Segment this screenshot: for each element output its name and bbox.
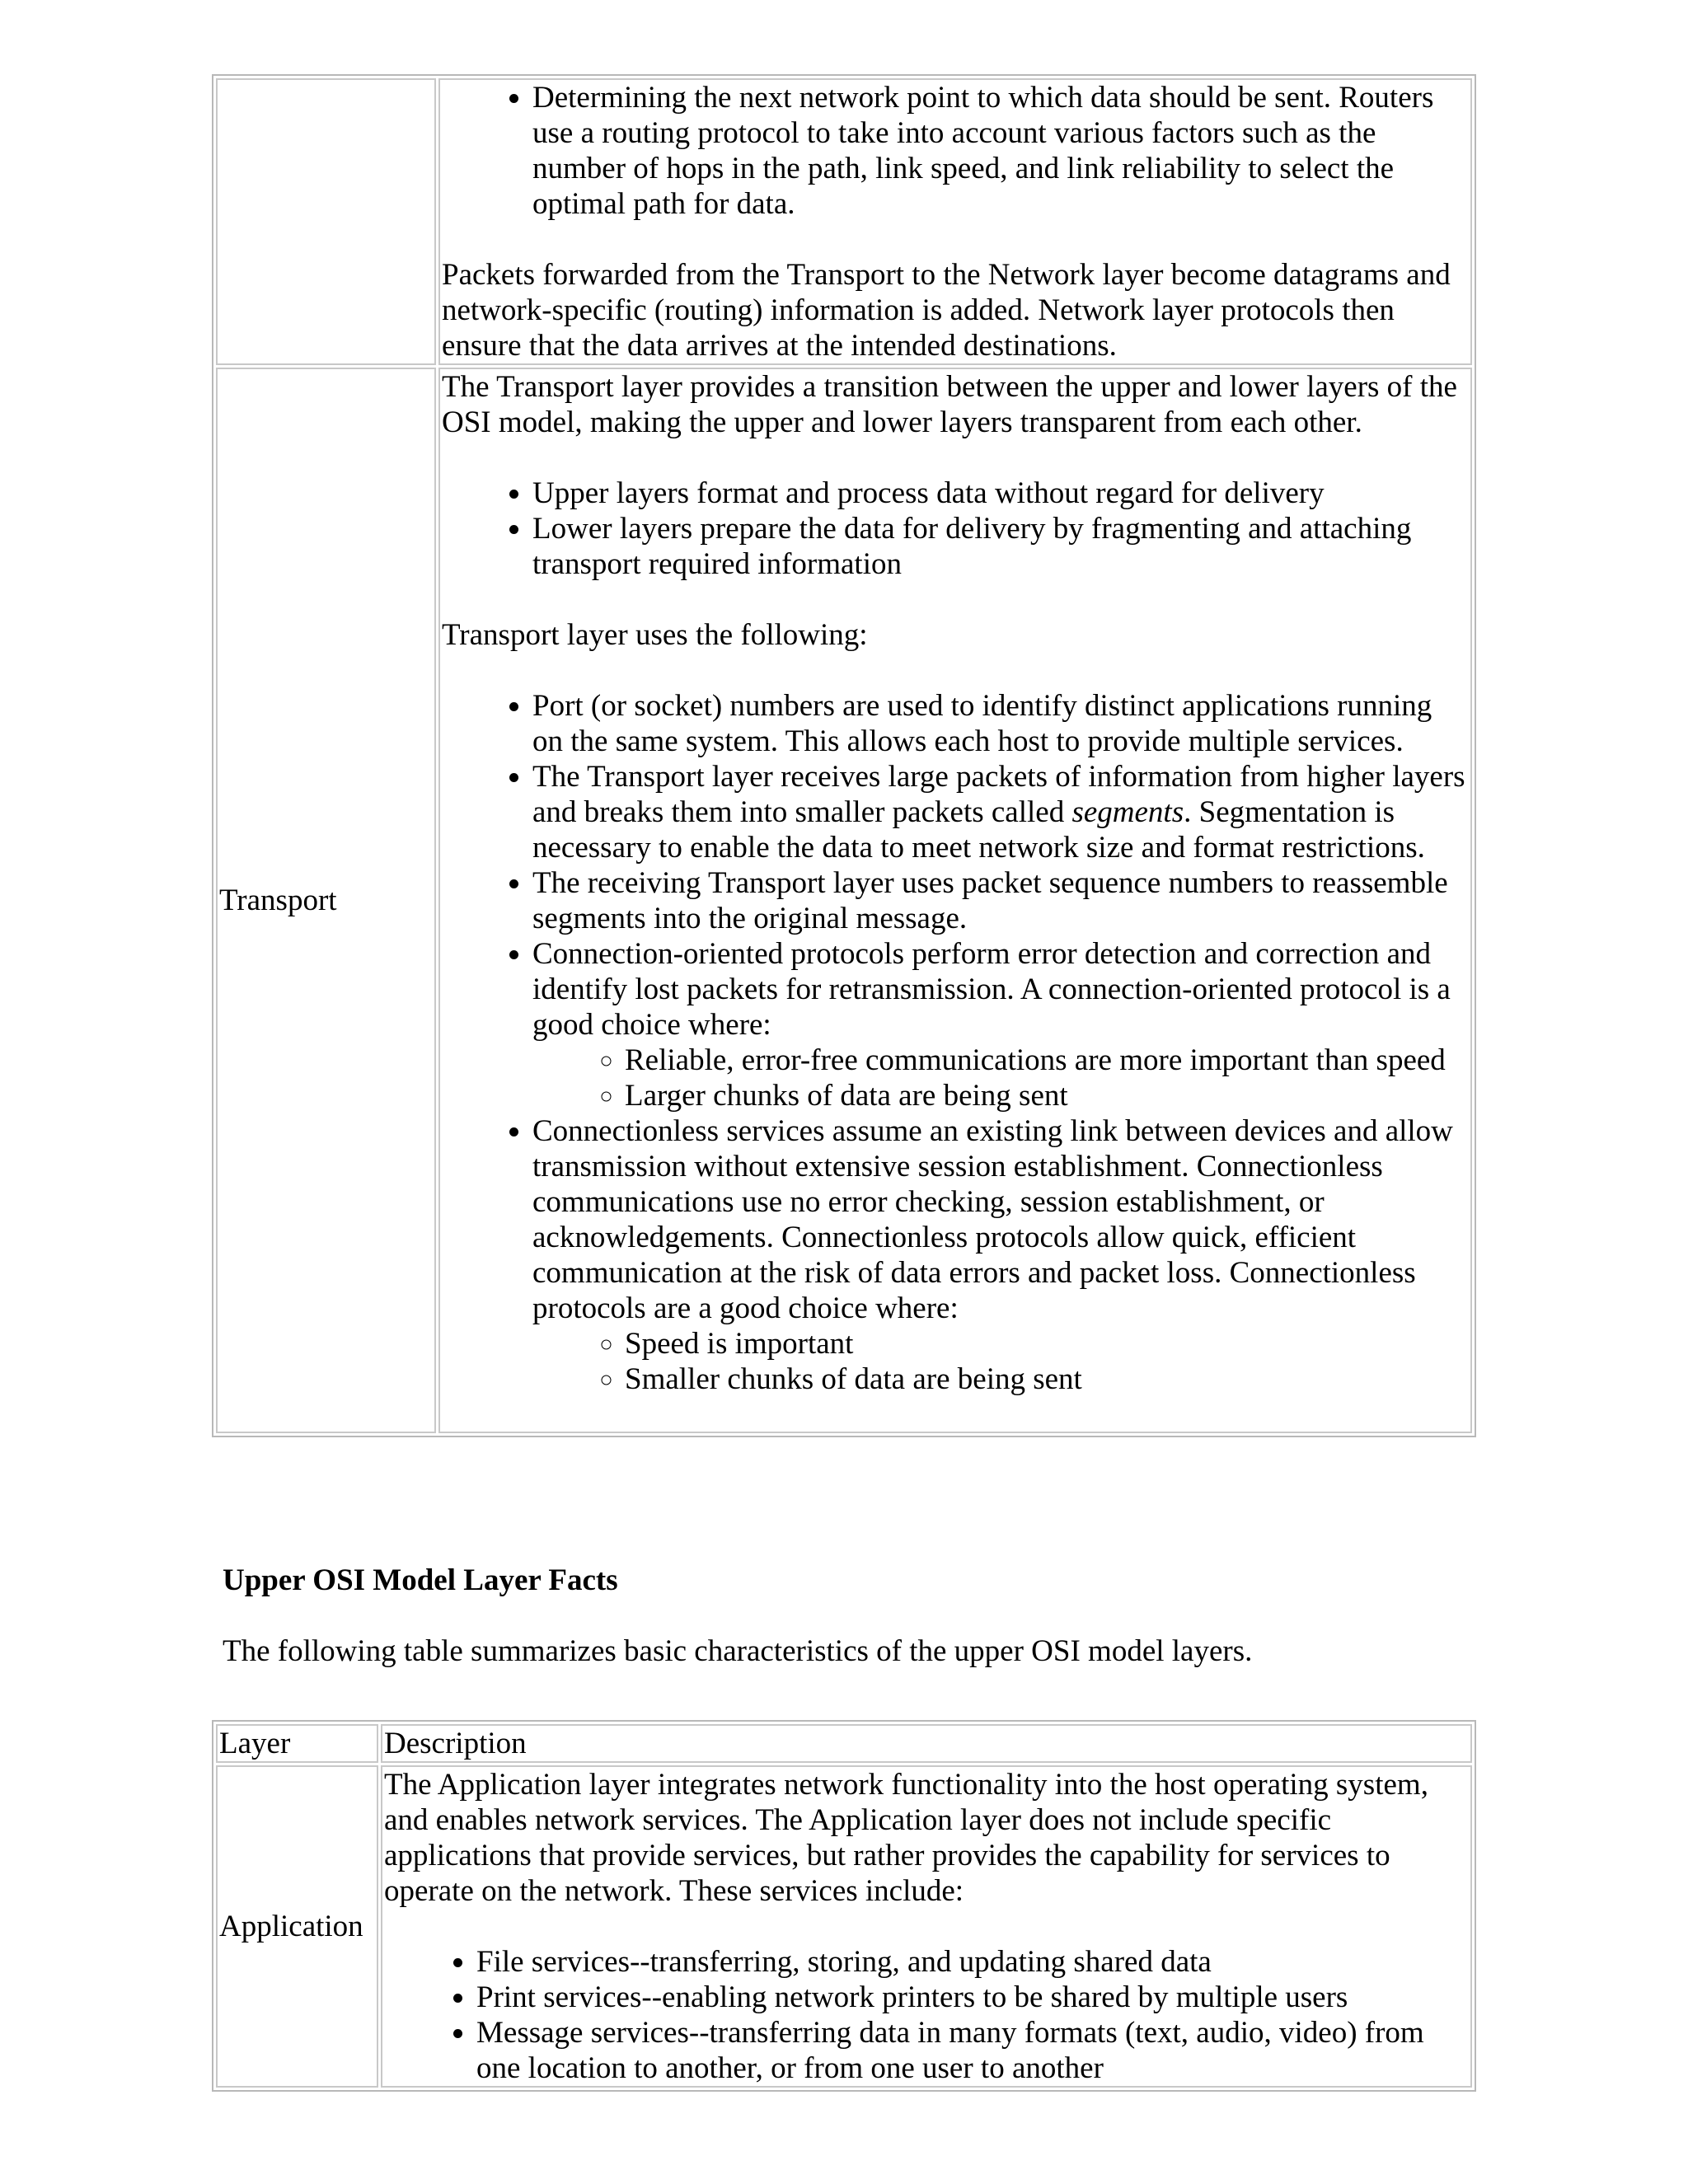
list-item — [532, 759, 1469, 865]
description-cell — [438, 368, 1472, 1433]
layer-cell: Application — [216, 1765, 378, 2088]
table-row-network — [216, 78, 1472, 365]
list-item: • Upper layers format and process data without regard for delivery — [532, 476, 1469, 511]
layer-cell — [216, 78, 436, 365]
sub-list-item: ◦ Smaller chunks of data are being sent — [625, 1361, 1469, 1397]
header-layer: Layer — [216, 1724, 378, 1763]
layer-cell: Transport — [216, 368, 436, 1433]
list-item: • Lower layers prepare the data for delivery by fragmenting and attaching transport required information — [532, 511, 1469, 582]
list-item: • Print services--enabling network printers to be shared by multiple users — [476, 1980, 1469, 2015]
sub-list-item: ◦ Speed is important — [625, 1326, 1469, 1361]
description-cell — [381, 1765, 1472, 2088]
description-paragraph: Packets forwarded from the Transport to the Network layer become datagrams and network-specific (routing) information is added. Network layer protocols then ensure that the data arrives at the intended destinations. — [442, 258, 1451, 363]
segments-term: segments — [1071, 795, 1184, 829]
list-text: Connection-oriented protocols perform error detection and correction and identify lost packets for retransmission. A connection-oriented protocol is a good choice where: — [532, 937, 1451, 1042]
table-row-transport — [216, 368, 1472, 1433]
description-paragraph: Transport layer uses the following: — [442, 618, 868, 652]
list-item — [532, 936, 1469, 1113]
list-item: • Port (or socket) numbers are used to identify distinct applications running on the same system. This allows each host to provide multiple services. — [532, 688, 1469, 759]
description-paragraph: The Application layer integrates network functionality into the host operating system, and enables network services. The Application layer does not include specific applications that provide services, but rather provides the capability for services to operate on the network. These services include: — [384, 1768, 1428, 1908]
description-cell — [438, 78, 1472, 365]
list-text: . Segmentation is necessary to enable the data to meet network size and format restrictions. — [532, 795, 1425, 865]
section-intro: The following table summarizes basic characteristics of the upper OSI model layers. — [223, 1634, 1253, 1668]
bullet-list — [442, 688, 1469, 1397]
sub-bullet-list — [532, 1043, 1469, 1113]
list-item — [532, 1113, 1469, 1397]
lower-layers-table — [212, 74, 1476, 1437]
upper-layers-table — [212, 1720, 1476, 2092]
table-row-application — [216, 1765, 1472, 2088]
list-item: • Message services--transferring data in many formats (text, audio, video) from one location to another, or from one user to another — [476, 2015, 1469, 2086]
list-item: • The receiving Transport layer uses packet sequence numbers to reassemble segments into the original message. — [532, 865, 1469, 936]
section-heading: Upper OSI Model Layer Facts — [223, 1563, 618, 1597]
sub-bullet-list — [532, 1326, 1469, 1397]
sub-list-item: ◦ Reliable, error-free communications are more important than speed — [625, 1043, 1469, 1078]
bullet-list — [442, 476, 1469, 582]
table-header-row — [216, 1724, 1472, 1763]
sub-list-item: ◦ Larger chunks of data are being sent — [625, 1078, 1469, 1113]
description-paragraph: The Transport layer provides a transition between the upper and lower layers of the OSI model, making the upper and lower layers transparent from each other. — [442, 370, 1457, 439]
list-item: • File services--transferring, storing, and updating shared data — [476, 1944, 1469, 1980]
list-text: Connectionless services assume an existing link between devices and allow transmission without extensive session establishment. Connectionless communications use no error checking, session establishment, or acknowledgements. Connectionless protocols allow quick, efficient communication at the risk of data errors and packet loss. Connectionless protocols are a good choice where: — [532, 1114, 1453, 1325]
bullet-list — [442, 80, 1469, 222]
list-item: • Determining the next network point to which data should be sent. Routers use a routing protocol to take into account various factors such as the number of hops in the path, link speed, and link reliability to select the optimal path for data. — [532, 80, 1469, 222]
header-description: Description — [381, 1724, 1472, 1763]
bullet-list — [384, 1944, 1469, 2086]
list-text: The Transport layer receives large packets of information from higher layers and breaks them into smaller packets called — [532, 760, 1465, 829]
